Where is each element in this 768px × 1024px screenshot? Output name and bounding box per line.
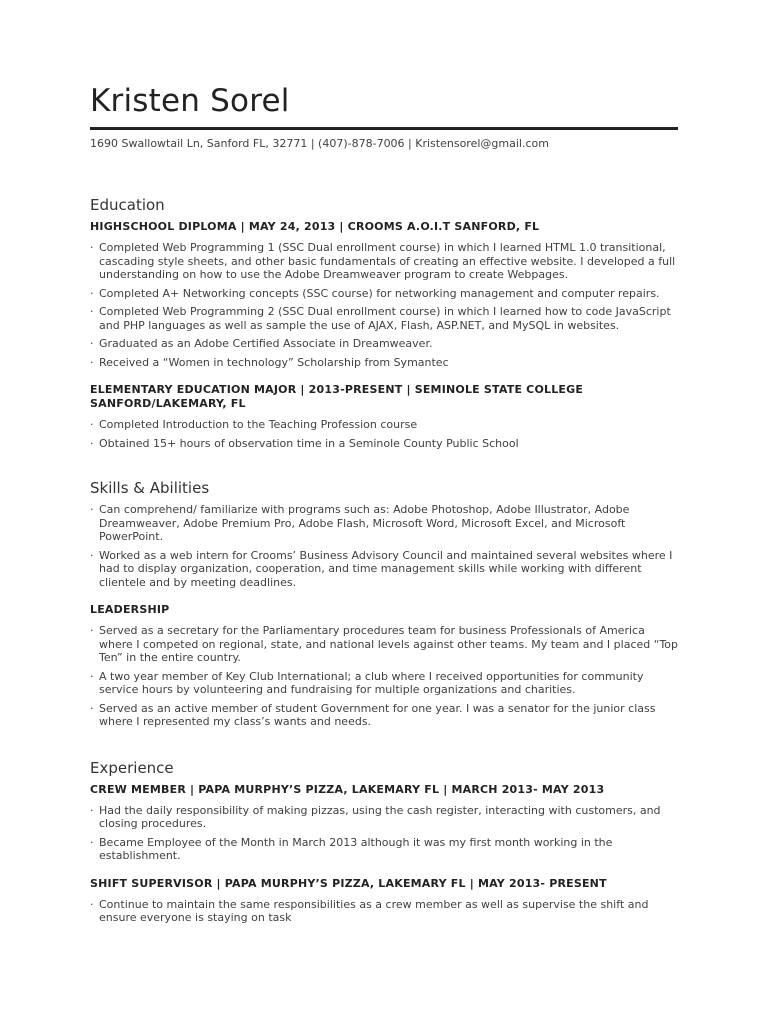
entry-heading-shift-supervisor: SHIFT SUPERVISOR | PAPA MURPHY’S PIZZA, LAKEMARY FL | MAY 2013- PRESENT xyxy=(90,876,607,890)
list-item: · Completed A+ Networking concepts (SSC course) for networking management and computer repairs. xyxy=(90,287,680,301)
section-title-skills: Skills & Abilities xyxy=(90,479,210,497)
entry-heading-college: ELEMENTARY EDUCATION MAJOR | 2013-PRESENT | SEMINOLE STATE COLLEGE SANFORD/LAKEMARY, FL xyxy=(90,383,584,410)
list-item: · Graduated as an Adobe Certified Associate in Dreamweaver. xyxy=(90,337,680,351)
list-item: · Completed Web Programming 2 (SSC Dual enrollment course) in which I learned how to code JavaScript and PHP languages as well as sample the use of AJAX, Flash, ASP.NET, and MySQL in websites. xyxy=(90,305,680,332)
highschool-list xyxy=(90,241,680,369)
entry-heading-crew-member: CREW MEMBER | PAPA MURPHY’S PIZZA, LAKEMARY FL | MARCH 2013- MAY 2013 xyxy=(90,782,605,796)
list-item: · Continue to maintain the same responsibilities as a crew member as well as supervise the shift and ensure everyone is staying on task xyxy=(90,898,680,925)
list-item: · Completed Web Programming 1 (SSC Dual enrollment course) in which I learned HTML 1.0 transitional, cascading style sheets, and other basic fundamentals of creating an effective website. I developed a full understanding on how to use the Adobe Dreamweaver program to create Webpages. xyxy=(90,241,680,282)
crew-member-list xyxy=(90,804,680,863)
experience-section xyxy=(90,759,680,925)
college-list xyxy=(90,418,680,450)
list-item: · Served as a secretary for the Parliamentary procedures team for business Professionals of America where I competed on regional, state, and national levels against other teams. My team and I placed “Top Ten” in the entire country. xyxy=(90,624,680,665)
entry-heading-highschool: HIGHSCHOOL DIPLOMA | MAY 24, 2013 | CROOMS A.O.I.T SANFORD, FL xyxy=(90,220,540,233)
leadership-heading: LEADERSHIP xyxy=(90,603,170,616)
leadership-list xyxy=(90,624,680,729)
list-item: · A two year member of Key Club International; a club where I received opportunities for community service hours by volunteering and fundraising for multiple organizations and charities. xyxy=(90,670,680,697)
candidate-name: Kristen Sorel xyxy=(90,83,290,119)
section-title-experience: Experience xyxy=(90,758,174,777)
list-item: · Served as an active member of student Government for one year. I was a senator for the junior class where I represented my class’s wants and needs. xyxy=(90,702,680,729)
list-item: · Worked as a web intern for Crooms’ Business Advisory Council and maintained several websites where I had to display organization, cooperation, and time management skills while working with different clientele and by meeting deadlines. xyxy=(90,549,680,590)
resume-content xyxy=(90,196,680,930)
skills-section xyxy=(90,479,680,729)
education-section xyxy=(90,196,680,450)
shift-supervisor-list xyxy=(90,898,680,925)
contact-line: 1690 Swallowtail Ln, Sanford FL, 32771 | (407)-878-7006 | Kristensorel@gmail.com xyxy=(90,137,549,150)
skills-list xyxy=(90,503,680,589)
list-item: · Had the daily responsibility of making pizzas, using the cash register, interacting with customers, and closing procedures. xyxy=(90,804,680,831)
header-divider xyxy=(90,127,678,130)
list-item: · Obtained 15+ hours of observation time in a Seminole County Public School xyxy=(90,437,680,451)
list-item: · Can comprehend/ familiarize with programs such as: Adobe Photoshop, Adobe Illustrator, Adobe Dreamweaver, Adobe Premium Pro, Adobe Flash, Microsoft Word, Microsoft Excel, and Microsoft PowerPoint. xyxy=(90,503,680,544)
list-item: · Became Employee of the Month in March 2013 although it was my first month working in the establishment. xyxy=(90,836,680,863)
list-item: · Completed Introduction to the Teaching Profession course xyxy=(90,418,680,432)
section-title-education: Education xyxy=(90,196,165,214)
list-item: · Received a “Women in technology” Scholarship from Symantec xyxy=(90,356,680,370)
